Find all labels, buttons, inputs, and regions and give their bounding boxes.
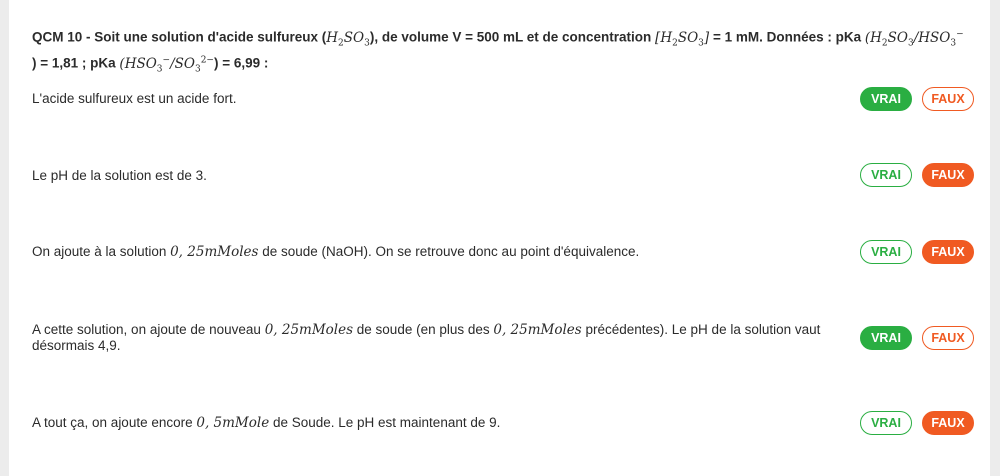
proposition-5-text-after: de Soude. Le pH est maintenant de 9. bbox=[269, 415, 501, 430]
proposition-2-faux-button[interactable]: FAUX bbox=[922, 163, 974, 187]
question-volume: ), de volume V = 500 mL et de concentration bbox=[369, 29, 656, 45]
question-pka1-value: ) = 1,81 ; pKa bbox=[32, 55, 120, 71]
proposition-3-math: 0, 25mMoles bbox=[170, 244, 259, 260]
proposition-4-math: 0, 25mMoles bbox=[264, 322, 354, 338]
proposition-4-text-after: précédentes). Le pH de la solution vaut désormais 4,9. bbox=[32, 322, 821, 353]
proposition-3-vrai-button[interactable]: VRAI bbox=[860, 240, 912, 264]
question-header bbox=[32, 26, 977, 78]
proposition-4-vrai-button[interactable]: VRAI bbox=[860, 326, 912, 350]
formula-concentration: $[H_2SO_3]$ bbox=[655, 29, 710, 49]
proposition-4-text bbox=[32, 322, 832, 354]
proposition-5-faux-button[interactable]: FAUX bbox=[922, 411, 974, 435]
left-margin-strip bbox=[0, 0, 9, 476]
proposition-1-text: L'acide sulfureux est un acide fort. bbox=[32, 91, 237, 106]
proposition-5-vrai-button[interactable]: VRAI bbox=[860, 411, 912, 435]
question-pka2-value: ) = 6,99 : bbox=[213, 55, 269, 71]
formula-pka1: ($H_2SO_3/HSO_3^-$ bbox=[864, 29, 964, 49]
proposition-3-text-after: de soude (NaOH). On se retrouve donc au point d'équivalence. bbox=[258, 244, 640, 259]
formula-pka2: ($HSO_3^-/SO_3^{2-}$ bbox=[119, 55, 214, 75]
proposition-2-text: Le pH de la solution est de 3. bbox=[32, 168, 207, 183]
proposition-1-faux-button[interactable]: FAUX bbox=[922, 87, 974, 111]
proposition-3-text-before: On ajoute à la solution bbox=[32, 244, 171, 259]
right-margin-strip bbox=[990, 0, 1000, 476]
proposition-5-math: 0, 5mMole bbox=[196, 415, 270, 431]
proposition-4-faux-button[interactable]: FAUX bbox=[922, 326, 974, 350]
formula-h2so3: $H_2SO_3$ bbox=[326, 29, 370, 49]
proposition-3-text bbox=[32, 244, 832, 260]
proposition-3-faux-button[interactable]: FAUX bbox=[922, 240, 974, 264]
proposition-5-text-before: A tout ça, on ajoute encore bbox=[32, 415, 197, 430]
question-data: = 1 mM. Données : pKa bbox=[709, 29, 865, 45]
question-prefix: QCM 10 - Soit une solution d'acide sulfureux ( bbox=[32, 29, 327, 45]
proposition-1-vrai-button[interactable]: VRAI bbox=[860, 87, 912, 111]
proposition-4-text-before: A cette solution, on ajoute de nouveau bbox=[32, 322, 265, 337]
proposition-5-text bbox=[32, 415, 832, 431]
proposition-2-vrai-button[interactable]: VRAI bbox=[860, 163, 912, 187]
proposition-4-text-middle: de soude (en plus des bbox=[353, 322, 494, 337]
proposition-4-math-2: 0, 25mMoles bbox=[493, 322, 582, 338]
